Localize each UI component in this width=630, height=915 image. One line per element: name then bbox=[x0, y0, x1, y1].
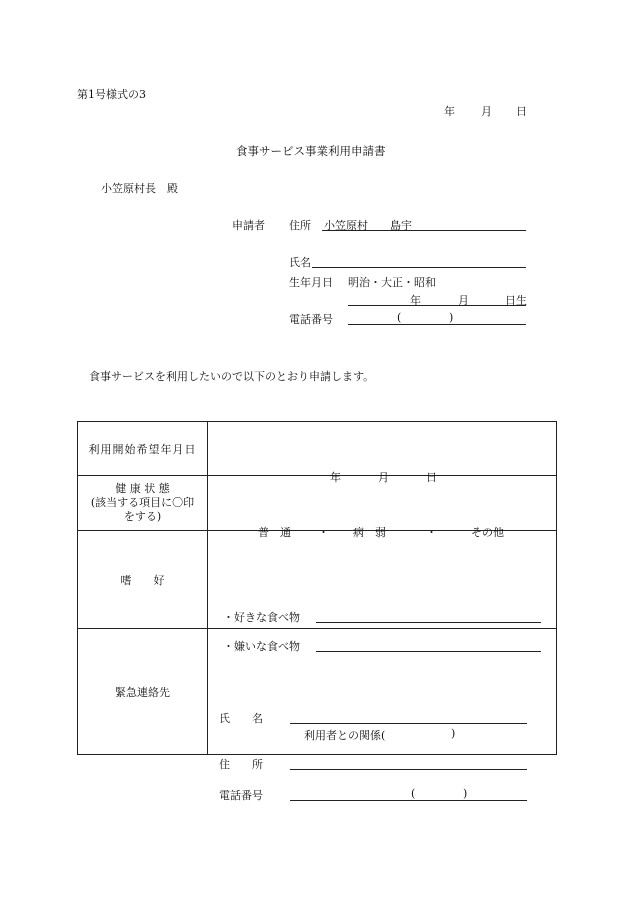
birth-day: 日生 bbox=[505, 294, 527, 307]
application-table bbox=[77, 421, 557, 802]
health-label-line3: をする) bbox=[123, 510, 162, 523]
emergency-name-underline[interactable] bbox=[290, 723, 527, 724]
birth-month: 月 bbox=[458, 294, 469, 307]
emergency-phone-paren-close: ) bbox=[463, 786, 468, 800]
statement: 食事サービスを利用したいので以下のとおり申請します。 bbox=[89, 370, 375, 383]
health-option-normal[interactable]: 普 通 bbox=[258, 526, 291, 539]
phone-paren-open: ( bbox=[397, 311, 402, 324]
header-date-day: 日 bbox=[516, 105, 527, 118]
emergency-address-underline[interactable] bbox=[290, 769, 527, 770]
row-start-date bbox=[78, 422, 557, 476]
start-date-year: 年 bbox=[330, 470, 341, 484]
start-date-label: 利用開始希望年月日 bbox=[88, 442, 197, 456]
emergency-relation-label: 利用者との関係( bbox=[304, 728, 386, 742]
name-underline[interactable] bbox=[312, 267, 526, 268]
birth-underline[interactable] bbox=[348, 305, 526, 306]
preference-label: 嗜 好 bbox=[120, 573, 165, 587]
phone-underline[interactable] bbox=[348, 324, 526, 325]
addressee: 小笠原村長 殿 bbox=[101, 182, 178, 195]
health-separator-1: ・ bbox=[318, 526, 329, 539]
emergency-value-cell bbox=[208, 629, 557, 802]
start-date-day: 日 bbox=[426, 470, 437, 484]
start-date-label-cell bbox=[78, 422, 208, 476]
emergency-label-cell bbox=[78, 629, 208, 755]
header-date-month: 月 bbox=[481, 105, 492, 118]
health-label-line1: 健 康 状 態 bbox=[115, 482, 170, 495]
row-emergency bbox=[78, 629, 557, 755]
health-option-weak[interactable]: 病 弱 bbox=[353, 526, 386, 539]
health-label-line2: (該当する項目に〇印 bbox=[90, 496, 195, 509]
health-options-cell bbox=[208, 476, 557, 539]
emergency-phone-label: 電話番号 bbox=[219, 788, 263, 802]
header-date-year: 年 bbox=[444, 105, 455, 118]
birth-eras[interactable]: 明治・大正・昭和 bbox=[348, 276, 436, 289]
phone-label: 電話番号 bbox=[289, 313, 333, 326]
health-separator-2: ・ bbox=[426, 526, 437, 539]
health-label-cell bbox=[78, 476, 208, 531]
row-health bbox=[78, 476, 557, 531]
emergency-label: 緊急連絡先 bbox=[115, 685, 170, 699]
row-preference bbox=[78, 531, 557, 629]
health-option-other[interactable]: その他 bbox=[471, 526, 504, 539]
preference-label-cell bbox=[78, 531, 208, 629]
dislikes-label: ・嫌いな食べ物 bbox=[223, 639, 300, 653]
start-date-month: 月 bbox=[378, 470, 389, 484]
emergency-address-label: 住 所 bbox=[219, 757, 263, 771]
emergency-relation-close: ) bbox=[451, 726, 456, 740]
emergency-phone-underline[interactable] bbox=[290, 800, 527, 801]
birth-label: 生年月日 bbox=[289, 276, 333, 289]
emergency-name-label: 氏 名 bbox=[219, 711, 263, 725]
name-label: 氏名 bbox=[289, 256, 311, 269]
preference-value-cell bbox=[208, 531, 557, 653]
start-date-value-cell[interactable] bbox=[208, 422, 557, 484]
phone-paren-close: ) bbox=[449, 311, 454, 324]
address-label: 住所 bbox=[289, 219, 311, 232]
form-number: 第1号様式の3 bbox=[77, 88, 146, 101]
document-title: 食事サービス事業利用申請書 bbox=[236, 144, 386, 158]
birth-year: 年 bbox=[410, 294, 421, 307]
address-value: 小笠原村 島宇 bbox=[324, 219, 412, 232]
emergency-phone-paren-open: ( bbox=[411, 786, 416, 800]
likes-label: ・好きな食べ物 bbox=[223, 610, 300, 624]
applicant-label: 申請者 bbox=[232, 219, 265, 232]
address-underline[interactable] bbox=[322, 230, 526, 231]
likes-underline[interactable] bbox=[316, 622, 541, 623]
